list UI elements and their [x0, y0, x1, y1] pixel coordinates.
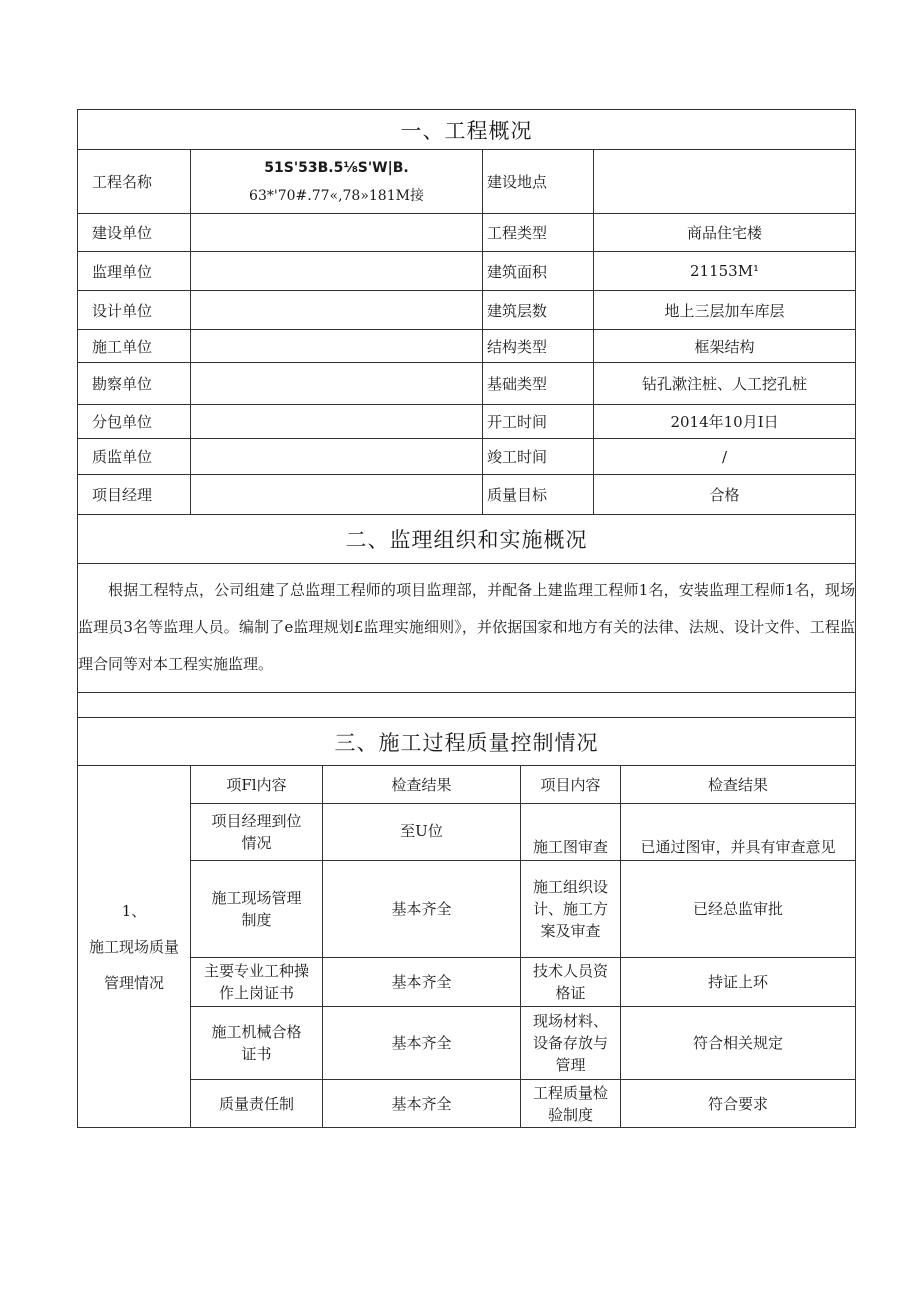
info-right-label: 建筑层数 [483, 291, 594, 330]
row-result-a: 基本齐全 [323, 958, 521, 1007]
info-left-value [191, 439, 483, 475]
section3-title: 三、施工过程质量控制情况 [78, 718, 856, 766]
info-left-label: 勘察单位 [78, 363, 191, 405]
info-right-value: 钻孔漱注桩、人工挖孔桩 [594, 363, 856, 405]
info-left-label: 监理单位 [78, 252, 191, 291]
header-result-b: 检查结果 [621, 766, 856, 804]
row-item-a: 项目经理到位情况 [191, 804, 323, 861]
row-result-b: 持证上环 [621, 958, 856, 1007]
info-right-label: 结构类型 [483, 330, 594, 363]
report-page [77, 109, 855, 1128]
info-right-value: 21153M¹ [594, 252, 856, 291]
info-right-value: 2014年10月I日 [594, 405, 856, 439]
row-item-b: 施工组织设计、施工方案及审查 [521, 861, 621, 958]
info-right-value: 地上三层加车库层 [594, 291, 856, 330]
row-item-a: 施工机械合格证书 [191, 1007, 323, 1080]
info-right-value: 合格 [594, 475, 856, 515]
info-left-label: 项目经理 [78, 475, 191, 515]
header-item-a: 项Fl内容 [191, 766, 323, 804]
info-left-value [191, 291, 483, 330]
row-item-b: 技术人员资格证 [521, 958, 621, 1007]
group-label-num: 1、 [121, 901, 147, 920]
row-result-a: 基本齐全 [323, 1080, 521, 1128]
quality-control-table [77, 765, 856, 1128]
project-name-value [191, 150, 483, 214]
row-result-a: 至U位 [323, 804, 521, 861]
info-left-value [191, 363, 483, 405]
row-item-a: 施工现场管理制度 [191, 861, 323, 958]
section2-title: 二、监理组织和实施概况 [78, 515, 856, 564]
info-left-value [191, 214, 483, 252]
section2-paragraph: 根据工程特点，公司组建了总监理工程师的项目监理部，并配备上建监理工程师1名，安装监理工程师1名，现场监理员3名等监理人员。编制了e监理规划£监理实施细则》，并依据国家和地方有关的法律、法规、设计文件、工程监理合同等对本工程实施监理。 [78, 581, 856, 673]
row-item-b: 现场材料、设备存放与管理 [521, 1007, 621, 1080]
project-name-line2: 63*'70#.77«,78»181M接 [249, 187, 424, 204]
info-left-value [191, 330, 483, 363]
blank-row [78, 693, 856, 718]
row-result-a: 基本齐全 [323, 861, 521, 958]
row-result-b: 已经总监审批 [621, 861, 856, 958]
info-right-label: 基础类型 [483, 363, 594, 405]
project-name-label: 工程名称 [78, 150, 191, 214]
row-item-b: 工程质量检验制度 [521, 1080, 621, 1128]
info-right-label: 竣工时间 [483, 439, 594, 475]
info-left-label: 质监单位 [78, 439, 191, 475]
group-label-line2: 施工现场质量 [88, 937, 179, 956]
project-name-line1: 51S'53B.5⅛S'W|B. [264, 159, 409, 176]
info-right-label: 工程类型 [483, 214, 594, 252]
location-value [594, 150, 856, 214]
info-left-label: 设计单位 [78, 291, 191, 330]
row-result-b: 已通过图审，并具有审查意见 [621, 804, 856, 861]
info-left-value [191, 475, 483, 515]
info-left-value [191, 405, 483, 439]
location-label: 建设地点 [483, 150, 594, 214]
info-right-label: 质量目标 [483, 475, 594, 515]
info-left-label: 施工单位 [78, 330, 191, 363]
section1-title: 一、工程概况 [78, 110, 856, 150]
info-right-value: 框架结构 [594, 330, 856, 363]
info-left-value [191, 252, 483, 291]
info-left-label: 建设单位 [78, 214, 191, 252]
row-result-b: 符合相关规定 [621, 1007, 856, 1080]
group-label-line3: 管理情况 [103, 973, 164, 992]
row-item-b: 施工图审查 [521, 804, 621, 861]
info-left-label: 分包单位 [78, 405, 191, 439]
info-right-value: 商品住宅楼 [594, 214, 856, 252]
row-result-b: 符合要求 [621, 1080, 856, 1128]
info-right-label: 建筑面积 [483, 252, 594, 291]
row-item-a: 质量责任制 [191, 1080, 323, 1128]
section2-body [78, 564, 856, 693]
info-right-label: 开工时间 [483, 405, 594, 439]
group-header-blank [78, 766, 191, 1128]
row-item-a: 主要专业工种操作上岗证书 [191, 958, 323, 1007]
header-result-a: 检查结果 [323, 766, 521, 804]
info-right-value: / [594, 439, 856, 475]
row-result-a: 基本齐全 [323, 1007, 521, 1080]
supervision-report-table [77, 109, 856, 766]
header-item-b: 项目内容 [521, 766, 621, 804]
